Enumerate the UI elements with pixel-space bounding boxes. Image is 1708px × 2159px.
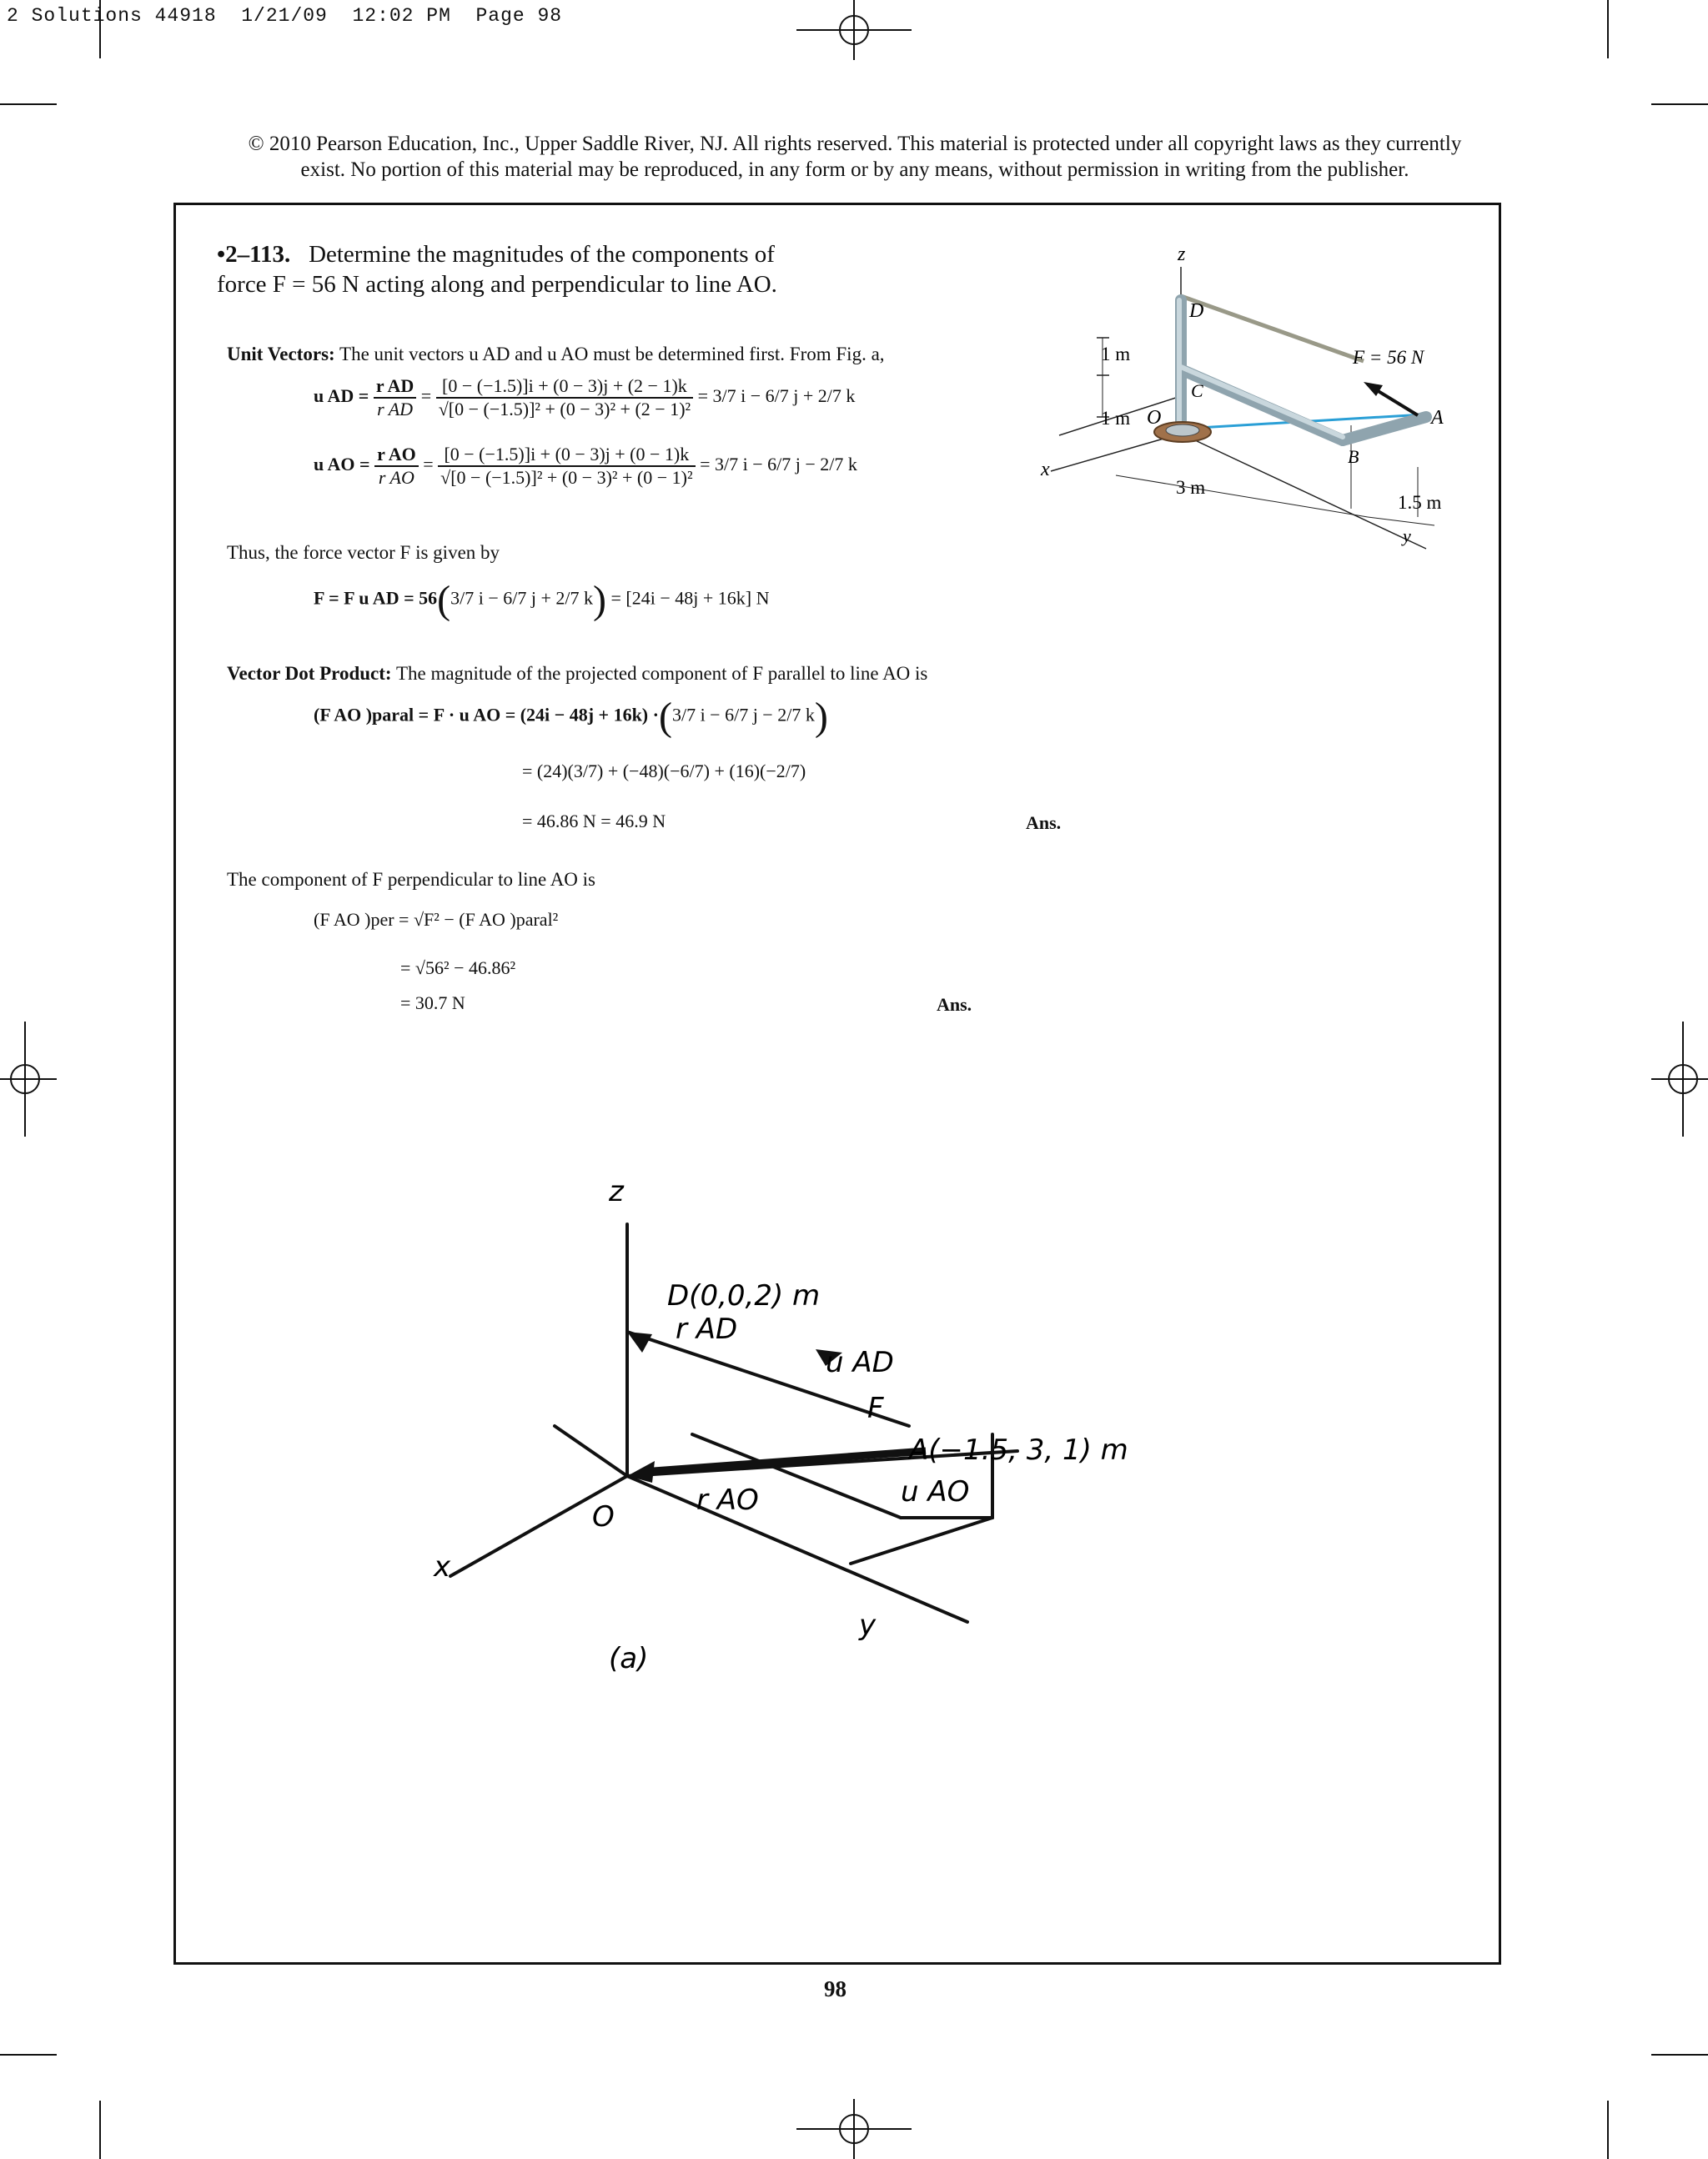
problem-statement [217, 239, 851, 300]
problem-text-1: Determine the magnitudes of the components of [309, 241, 775, 268]
unit-vectors-intro [227, 344, 885, 365]
paral-line-1-lhs: (F AO )paral = F · u AO = (24i − 48j + 16k) · [314, 704, 659, 726]
sketch-label-r-ad: r AD [676, 1313, 738, 1346]
force-vector-inner: 3/7 i − 6/7 j + 2/7 k [450, 587, 593, 609]
fig-label-c: C [1191, 380, 1203, 401]
equation-paral-1: (F AO )paral = F · u AO = (24i − 48j + 16k) ·(3/7 i − 6/7 j − 2/7 k) [314, 695, 828, 739]
copyright-line-1: © 2010 Pearson Education, Inc., Upper Saddle River, NJ. All rights reserved. This material is protected under all copyright laws as they currently [248, 133, 1462, 155]
u-ao-lhs: u AO = [314, 454, 370, 475]
force-vector-intro: Thus, the force vector F is given by [227, 542, 500, 563]
answer-per: Ans. [937, 994, 972, 1015]
fig-label-a: A [1431, 407, 1444, 429]
unit-vectors-text: The unit vectors u AD and u AO must be determined first. From Fig. a, [339, 344, 885, 364]
copyright-line-2: exist. No portion of this material may be reproduced, in any form or by any means, without permission in writing from the publisher. [300, 158, 1409, 182]
fig-dim-3m: 3 m [1176, 477, 1206, 498]
equation-u-ao: u AO = $\frac{\text{r AO}}{\text{r AO}}$ = $\frac{[0 - (-1.5)]i + (0 - 3)j + (0 - 1)k}{\text{√[0 − (−1.5)]² + (0 − 3)² + (0 − 1)²}}$ = 3/7 i − 6/7 j − 2/7 k [314, 444, 857, 488]
fig-dim-1m-bottom: 1 m [1101, 408, 1131, 429]
paral-line-1-inner: 3/7 i − 6/7 j − 2/7 k [671, 704, 815, 726]
dot-product-text: The magnitude of the projected component of F parallel to line AO is [395, 663, 928, 684]
sketch-label-z: z [609, 1175, 624, 1208]
fig-force-label: F = 56 N [1353, 347, 1424, 368]
equation-force-vector: F = F u AD = 56(3/7 i − 6/7 j + 2/7 k) = [24i − 48j + 16k] N [314, 578, 770, 622]
answer-paral: Ans. [1026, 812, 1062, 833]
sketch-label-y: y [859, 1609, 877, 1642]
sketch-label-o: O [592, 1500, 615, 1534]
fig-label-d: D [1189, 300, 1204, 322]
force-vector-result: = [24i − 48j + 16k] N [610, 587, 770, 609]
equation-per-1: (F AO )per = √F² − (F AO )paral² [314, 909, 559, 930]
u-ao-ratio: $\frac{\text{r AO}}{\text{r AO}}$ [374, 444, 419, 489]
equation-per-3: = 30.7 N [400, 992, 465, 1013]
problem-text-2: force F = 56 N acting along and perpendicular to line AO. [217, 271, 777, 299]
fig-label-y: y [1403, 525, 1411, 546]
equation-paral-2: = (24)(3/7) + (−48)(−6/7) + (16)(−2/7) [522, 761, 806, 781]
cable-ad [1181, 296, 1364, 361]
sketch-label-f: F [867, 1392, 884, 1425]
dot-product-heading: Vector Dot Product: [227, 663, 392, 684]
problem-figure [1034, 242, 1468, 567]
force-vector-lhs: F = F u AD = 56 [314, 587, 438, 609]
sketch-label-x: x [434, 1550, 451, 1584]
fig-label-b: B [1348, 446, 1359, 467]
equation-per-2: = √56² − 46.86² [400, 957, 516, 978]
equation-u-ad: u AD = $\frac{\text{r AD}}{\text{r AD}}$ = $\frac{[0 - (-1.5)]i + (0 - 3)j + (2 - 1)k}{\text{√[0 − (−1.5)]² + (0 − 3)² + (2 − 1)²}}$ = 3/7 i − 6/7 j + 2/7 k [314, 375, 856, 419]
sketch-label-a: A(−1.5, 3, 1) m [909, 1433, 1128, 1467]
sketch-caption: (a) [609, 1642, 649, 1675]
dot-product-intro [227, 663, 927, 685]
u-ad-ratio: $\frac{\text{r AD}}{\text{r AD}}$ [374, 375, 416, 420]
u-ao-result: = 3/7 i − 6/7 j − 2/7 k [700, 454, 857, 475]
sketch-label-r-ao: r AO [696, 1484, 759, 1517]
sketch-figure-a [417, 1167, 1168, 1685]
fig-label-z: z [1178, 244, 1186, 265]
fig-label-x: x [1041, 459, 1050, 480]
sketch-label-u-ao: u AO [901, 1475, 970, 1509]
copyright-notice [192, 131, 1518, 183]
sketch-label-d: D(0,0,2) m [667, 1279, 821, 1313]
u-ad-fraction: $\frac{[0 - (-1.5)]i + (0 - 3)j + (2 - 1)k}{\text{√[0 − (−1.5)]² + (0 − 3)² + (2 − 1)²}}$ [436, 375, 693, 420]
fig-dim-1-5m: 1.5 m [1398, 492, 1442, 513]
fig-dim-1m-top: 1 m [1101, 344, 1131, 364]
u-ad-result: = 3/7 i − 6/7 j + 2/7 k [697, 385, 856, 407]
equation-paral-3: = 46.86 N = 46.9 N [522, 811, 666, 831]
page-number: 98 [824, 1976, 846, 2001]
print-slug: 2 Solutions 44918 1/21/09 12:02 PM Page 98 [7, 5, 563, 27]
perpendicular-intro: The component of F perpendicular to line AO is [227, 869, 596, 890]
u-ad-lhs: u AD = [314, 385, 369, 407]
u-ao-fraction: $\frac{[0 - (-1.5)]i + (0 - 3)j + (0 - 1)k}{\text{√[0 − (−1.5)]² + (0 − 3)² + (0 − 1)²}}$ [438, 444, 695, 489]
problem-number: •2–113. [217, 241, 291, 268]
fig-label-o: O [1147, 407, 1162, 429]
sketch-label-u-ad: u AD [826, 1346, 894, 1379]
unit-vectors-heading: Unit Vectors: [227, 344, 335, 364]
